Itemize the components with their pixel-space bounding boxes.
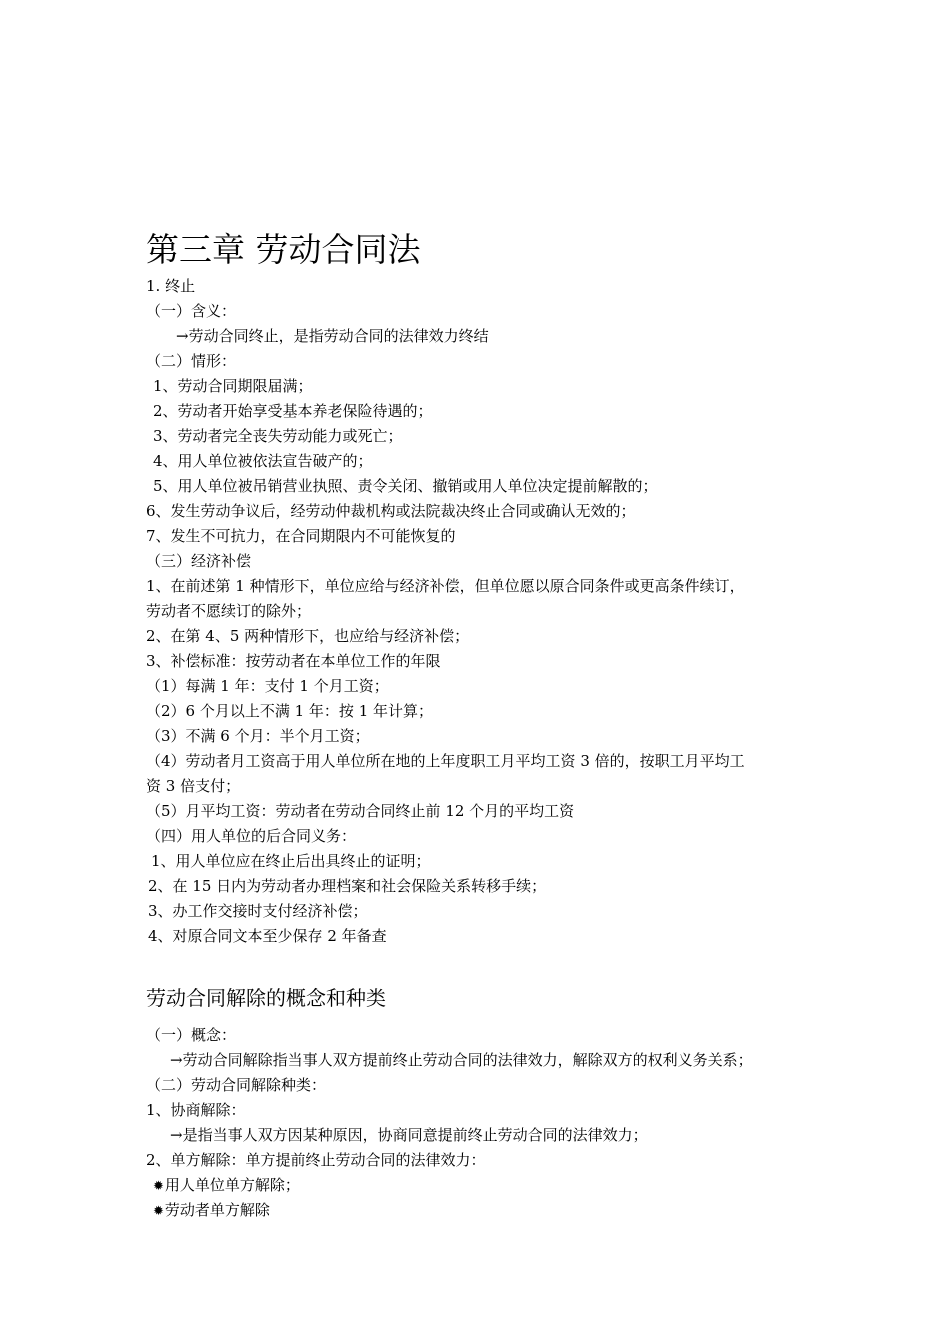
type2-label: 2、单方解除：单方提前终止劳动合同的法律效力： [146, 1151, 486, 1169]
compensation-line: （3）不满 6 个月：半个月工资； [146, 727, 370, 745]
compensation-line: （5）月平均工资：劳动者在劳动合同终止前 12 个月的平均工资 [146, 802, 575, 820]
concept-label: （一）概念： [146, 1026, 237, 1044]
type2-item [153, 1200, 270, 1222]
type2-item-text: 劳动者单方解除 [164, 1201, 270, 1219]
compensation-line: 2、在第 4、5 两种情形下，也应给与经济补偿； [146, 627, 470, 645]
meaning-text: →劳动合同终止，是指劳动合同的法律效力终结 [176, 327, 489, 345]
case-item: 7、发生不可抗力，在合同期限内不可能恢复的 [146, 527, 456, 545]
section-heading-termination: 1. 终止 [146, 277, 196, 295]
compensation-line: （4）劳动者月工资高于用人单位所在地的上年度职工月平均工资 3 倍的，按职工月平均工 [146, 752, 745, 770]
compensation-line: 劳动者不愿续订的除外； [146, 602, 312, 620]
cases-label: （二）情形： [146, 352, 237, 370]
type2-item [153, 1175, 300, 1197]
duty-item: 1、用人单位应在终止后出具终止的证明； [151, 852, 431, 870]
compensation-line: （2）6 个月以上不满 1 年：按 1 年计算； [146, 702, 434, 720]
compensation-label: （三）经济补偿 [146, 552, 252, 570]
case-item: 1、劳动合同期限届满； [153, 377, 313, 395]
type2-item-text: 用人单位单方解除； [164, 1176, 300, 1194]
duties-label: （四）用人单位的后合同义务： [146, 827, 357, 845]
concept-text: →劳动合同解除指当事人双方提前终止劳动合同的法律效力，解除双方的权利义务关系； [170, 1051, 753, 1069]
type1-text: →是指当事人双方因某种原因，协商同意提前终止劳动合同的法律效力； [170, 1126, 648, 1144]
case-item: 2、劳动者开始享受基本养老保险待遇的； [153, 402, 433, 420]
compensation-line: 资 3 倍支付； [146, 777, 241, 795]
meaning-label: （一）含义： [146, 302, 237, 320]
case-item: 3、劳动者完全丧失劳动能力或死亡； [153, 427, 403, 445]
duty-item: 4、对原合同文本至少保存 2 年备查 [148, 927, 387, 945]
types-label: （二）劳动合同解除种类： [146, 1076, 327, 1094]
compensation-line: 1、在前述第 1 种情形下，单位应给与经济补偿，但单位愿以原合同条件或更高条件续订， [146, 577, 745, 595]
section-title-dissolution: 劳动合同解除的概念和种类 [146, 986, 386, 1010]
duty-item: 2、在 15 日内为劳动者办理档案和社会保险关系转移手续； [148, 877, 547, 895]
type1-label: 1、协商解除： [146, 1101, 246, 1119]
duty-item: 3、办工作交接时支付经济补偿； [148, 902, 368, 920]
case-item: 5、用人单位被吊销营业执照、责令关闭、撤销或用人单位决定提前解散的； [153, 477, 658, 495]
bullet-icon: ✹ [153, 1179, 164, 1194]
chapter-title: 第三章 劳动合同法 [146, 230, 421, 269]
case-item: 6、发生劳动争议后，经劳动仲裁机构或法院裁决终止合同或确认无效的； [146, 502, 636, 520]
bullet-icon: ✹ [153, 1204, 164, 1219]
compensation-line: 3、补偿标准：按劳动者在本单位工作的年限 [146, 652, 441, 670]
compensation-line: （1）每满 1 年：支付 1 个月工资； [146, 677, 389, 695]
case-item: 4、用人单位被依法宣告破产的； [153, 452, 373, 470]
